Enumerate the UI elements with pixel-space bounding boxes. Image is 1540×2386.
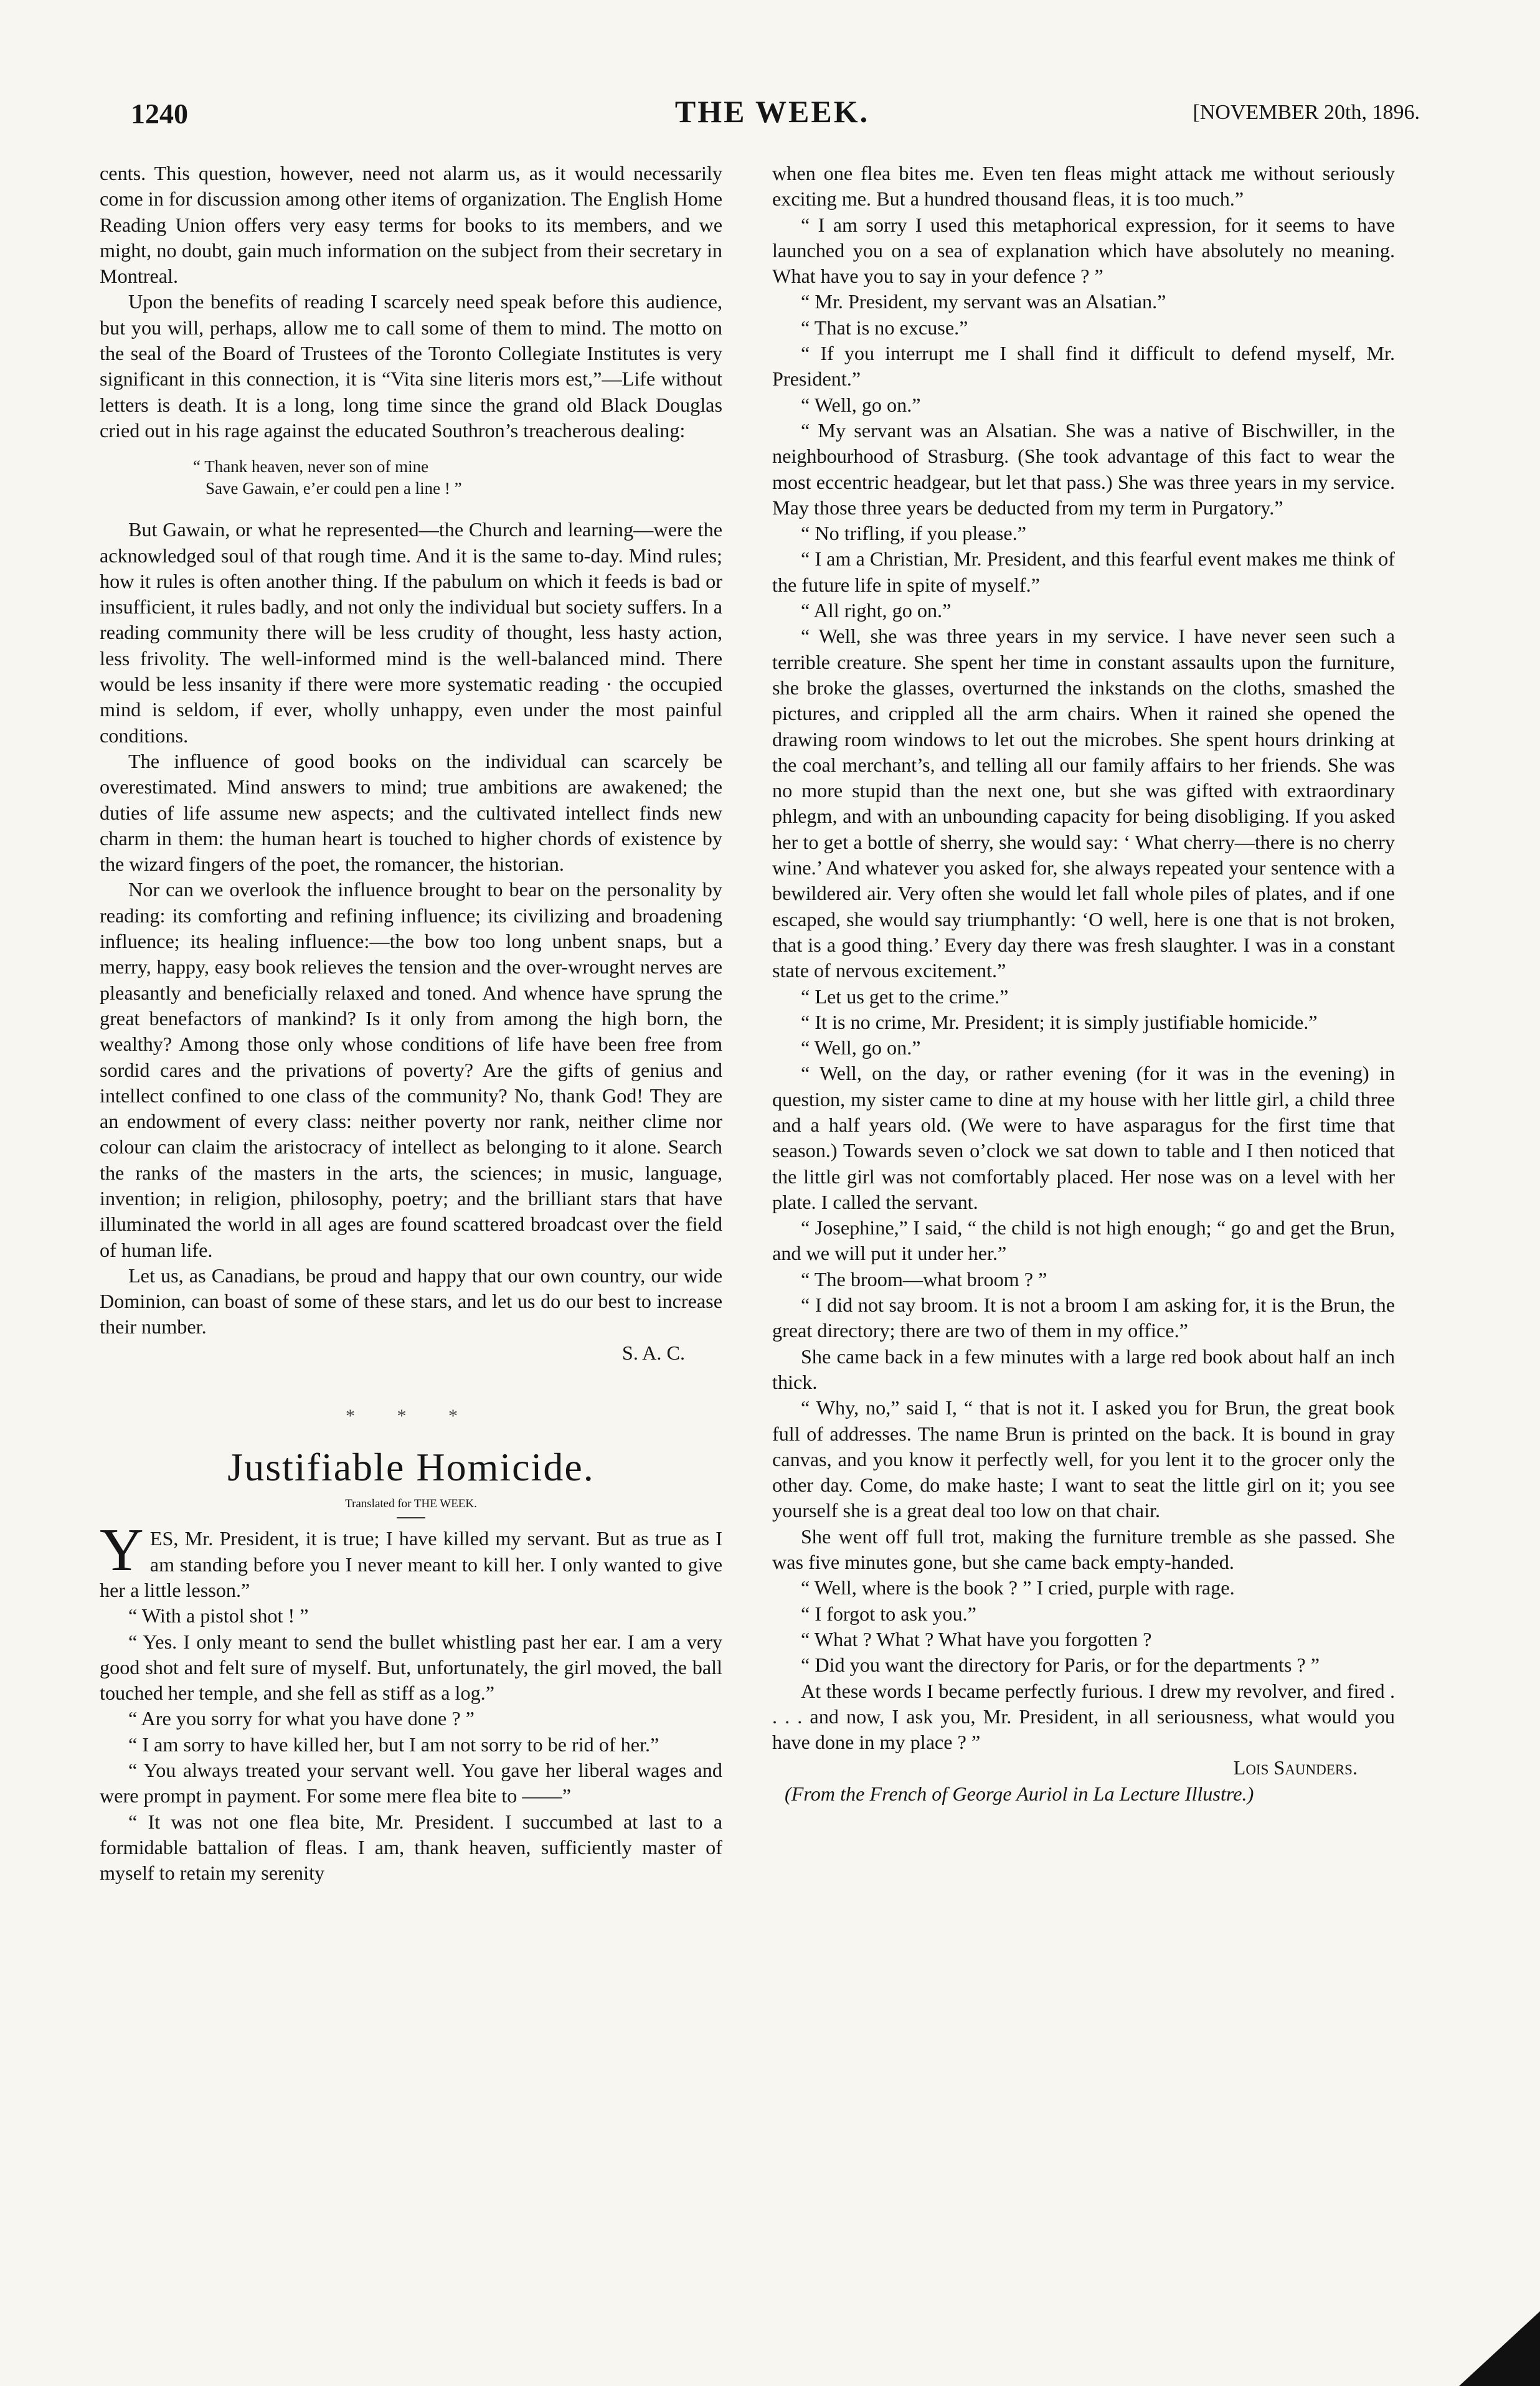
dialogue-line: “ My servant was an Alsatian. She was a native of Bischwiller, in the neighbourhood of Strasburg. (She took advantage of this fact to wear the most eccentric headgear, but let that pass.) She was three years in my service. May those three years be deducted from my term in Purgatory.”	[772, 419, 1395, 519]
poem-quote	[100, 456, 722, 499]
left-column	[100, 161, 722, 1887]
dialogue-line: She came back in a few minutes with a large red book about half an inch thick.	[772, 1345, 1395, 1393]
masthead: THE WEEK.	[674, 94, 870, 129]
dialogue-line: “ All right, go on.”	[801, 599, 952, 622]
dialogue-line: “ If you interrupt me I shall find it difficult to defend myself, Mr. President.”	[772, 342, 1395, 391]
dialogue-line: At these words I became perfectly furious. I drew my revolver, and fired . . . . and now, I ask you, Mr. President, in all seriousness, what would you have done in my place ? ”	[772, 1679, 1395, 1754]
dialogue-line: “ Well, she was three years in my service. I have never seen such a terrible creature. She spent her time in constant assaults upon the furniture, she broke the glasses, overturned the inkstands on the cloths, smashed the pictures, and crippled all the arm chairs. When it rained she opened the drawing room windows to let out the microbes. She spent hours drinking at the coal merchant’s, and telling all our family affairs to her friends. She was no more stupid than the next one, but she was gifted with extraordinary phlegm, and with an unbounding capacity for being disobliging. If you asked her to get a bottle of sherry, she would say: ‘ What cherry—there is no cherry wine.’ And whatever you asked for, she always repeated your sentence with a bewildered air. Very often she would let fall whole piles of plates, and if one escaped, she would say triumphantly: ‘O well, here is one that is not broken, that is a good thing.’ Every day there was fresh slaughter. I was in a constant state of nervous excitement.”	[772, 625, 1395, 982]
dialogue-line: “ Well, on the day, or rather evening (for it was in the evening) in question, my sister came to dine at my house with her little girl, a child three and a half years old. (We were to have asparagus for the first time that season.) Towards seven o’clock we sat down to table and I then noticed that the little girl was not comfortably placed. Her nose was on a level with her plate. I called the servant.	[772, 1062, 1395, 1213]
poem-line: Save Gawain, e’er could pen a line ! ”	[205, 479, 462, 498]
dialogue-line: “ You always treated your servant well. You gave her liberal wages and were prompt in payment. For some mere flea bite to ——”	[100, 1759, 722, 1807]
dialogue-line: “ Well, where is the book ? ” I cried, purple with rage.	[801, 1576, 1235, 1599]
dialogue-line: “ Are you sorry for what you have done ? ”	[128, 1707, 475, 1730]
dialogue-line: “ Josephine,” I said, “ the child is not high enough; “ go and get the Brun, and we will put it under her.”	[772, 1216, 1395, 1265]
dialogue-line: She went off full trot, making the furniture tremble as she passed. She was five minutes gone, but she came back empty-handed.	[772, 1525, 1395, 1574]
article-opening	[100, 1517, 722, 1603]
dialogue-line: “ I forgot to ask you.”	[801, 1602, 976, 1625]
page-corner-shadow	[1459, 2311, 1540, 2386]
dialogue-line: “ Did you want the directory for Paris, or for the departments ? ”	[801, 1654, 1320, 1677]
dialogue-line: “ No trifling, if you please.”	[801, 522, 1026, 545]
dateline: [NOVEMBER 20th, 1896.	[1193, 101, 1420, 124]
divider-rule	[397, 1517, 425, 1518]
right-column	[772, 161, 1395, 1807]
dialogue-line: “ It was not one flea bite, Mr. President. I succumbed at last to a formidable battalion of fleas. I am, thank heaven, sufficiently master of myself to retain my serenity	[100, 1810, 722, 1885]
article-source: (From the French of George Auriol in La Lecture Illustre.)	[785, 1782, 1254, 1805]
paragraph: Nor can we overlook the influence brought to bear on the personality by reading: its comforting and refining influence; its civilizing and broadening influence; its healing influence:—the bow too long unbent snaps, but a merry, happy, easy book relieves the tension and the over-wrought nerves are pleasantly and beneficially relaxed and toned. And whence have sprung the great benefactors of mankind? Is it only from among the high born, the wealthy? Among those only whose conditions of life have been free from sordid cares and the privations of poverty? Are the gifts of genius and intellect confined to one class of the community? No, thank God! They are an endowment of every class: neither poverty nor rank, neither clime nor colour can claim the aristocracy of intellect as belonging to it alone. Search the ranks of the masters in the arts, the sciences; in music, language, invention; in religion, philosophy, poetry; and the brilliant stars that have illuminated the world in all ages are found scattered broadcast over the field of human life.	[100, 878, 722, 1261]
drop-cap: Y	[100, 1517, 144, 1584]
dialogue-line: “ I am a Christian, Mr. President, and this fearful event makes me think of the future life in spite of myself.”	[772, 547, 1395, 596]
signature: S. A. C.	[621, 1341, 685, 1364]
paragraph: Let us, as Canadians, be proud and happy that our own country, our wide Dominion, can boast of some of these stars, and let us do our best to increase their number.	[100, 1264, 722, 1338]
dialogue-line: “ That is no excuse.”	[801, 316, 968, 339]
dialogue-line: “ Well, go on.”	[801, 393, 921, 416]
dialogue-line: “ Yes. I only meant to send the bullet whistling past her ear. I am a very good shot and felt sure of myself. But, unfortunately, the girl moved, the ball touched her temple, and she fell as stiff as a log.”	[100, 1630, 722, 1705]
dialogue-line: “ Let us get to the crime.”	[801, 985, 1009, 1008]
paragraph: cents. This question, however, need not alarm us, as it would necessarily come in for discussion among other items of organization. The English Home Reading Union offers very easy terms for books to its members, and we might, no doubt, gain much information on the subject from their secretary in Montreal.	[100, 162, 723, 288]
dialogue-line: “ What ? What ? What have you forgotten ?	[801, 1627, 1152, 1650]
paragraph: Upon the benefits of reading I scarcely need speak before this audience, but you will, perhaps, allow me to call some of them to mind. The motto on the seal of the Board of Trustees of the Toronto Collegiate Institutes is very significant in this connection, it is “Vita sine literis mors est,”—Life without letters is death. It is a long, long time since the grand old Black Douglas cried out in his rage against the educated Southron’s treacherous dealing:	[100, 290, 722, 442]
dialogue-line: “ It is no crime, Mr. President; it is simply justifiable homicide.”	[801, 1010, 1318, 1033]
dialogue-line: when one flea bites me. Even ten fleas might attack me without seriously exciting me. But a hundred thousand fleas, it is too much.”	[772, 162, 1395, 211]
page-header	[125, 93, 1420, 137]
poem-line: “ Thank heaven, never son of mine	[193, 457, 429, 476]
dialogue-line: “ The broom—what broom ? ”	[801, 1267, 1047, 1290]
page-number: 1240	[131, 98, 188, 130]
dialogue-line: “ Mr. President, my servant was an Alsatian.”	[801, 290, 1166, 313]
dialogue-line: “ With a pistol shot ! ”	[128, 1604, 309, 1627]
dialogue-line: “ I am sorry to have killed her, but I am not sorry to be rid of her.”	[128, 1733, 659, 1756]
article-author: Lois Saunders.	[1233, 1756, 1358, 1779]
dialogue-line: “ Well, go on.”	[801, 1036, 921, 1059]
dialogue-line: “ Why, no,” said I, “ that is not it. I asked you for Brun, the great book full of addresses. The name Brun is printed on the back. It is bound in gray canvas, and you know it perfectly well, for you lent it to the grocer only the other day. Come, do make haste; I want to seat the little girl on it; you see yourself she is a great deal too low on that chair.	[772, 1396, 1395, 1522]
paragraph: The influence of good books on the individual can scarcely be overestimated. Mind answers to mind; true ambitions are awakened; the duties of life assume new aspects; and the cultivated intellect finds new charm in them: the human heart is touched to higher chords of existence by the wizard fingers of the poet, the romancer, the historian.	[100, 749, 722, 876]
dialogue-line: “ I am sorry I used this metaphorical expression, for it seems to have launched you on a sea of explanation which have absolutely no meaning. What have you to say in your defence ? ”	[772, 213, 1395, 288]
dialogue-line: “ I did not say broom. It is not a broom I am asking for, it is the Brun, the great directory; there are two of them in my office.”	[772, 1294, 1395, 1342]
translated-note: Translated for THE WEEK.	[345, 1497, 477, 1511]
opening-text: ES, Mr. President, it is true; I have killed my servant. But as true as I am standing before you I never meant to kill her. I only wanted to give her a little lesson.”	[100, 1527, 722, 1601]
paragraph: But Gawain, or what he represented—the Church and learning—were the acknowledged soul of that rough time. And it is the same to-day. Mind rules; how it rules is often another thing. If the pabulum on which it feeds is bad or insufficient, it rules badly, and not only the individual but society suffers. In a reading community there will be less crudity of thought, less hasty action, less frivolity. The well-informed mind is the well-balanced mind. There would be less insanity if there were more systematic reading · the occupied mind is seldom, if ever, wholly unhappy, even under the most painful conditions.	[100, 518, 722, 747]
section-divider: * * *	[346, 1406, 476, 1427]
article-title: Justifiable Homicide.	[227, 1445, 595, 1490]
